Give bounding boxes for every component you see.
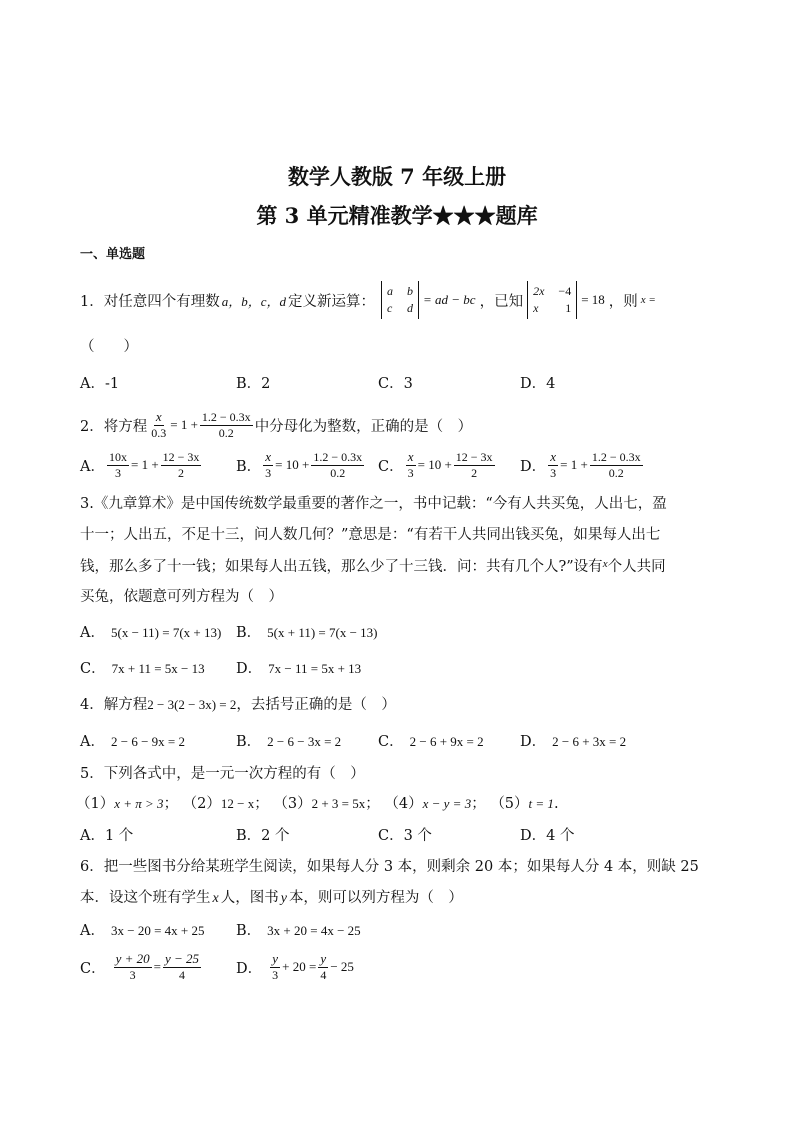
q4-option-c — [378, 735, 484, 750]
q6-line1: 6．把一些图书分给某班学生阅读，如果每人分 3 本，则剩余 20 本；如果每人分 4 本，则缺 25 — [80, 859, 699, 875]
q1-option-a: A．-1 — [80, 376, 120, 392]
q4-d-label: D． — [520, 734, 547, 750]
q6-d-frac1: $\frac{y}{3}$ — [272, 951, 279, 983]
q6-d-label: D． — [236, 960, 263, 977]
q2-a-mid: = 1 + — [130, 457, 159, 472]
q6-line2-a: 本．设这个班有学生 — [80, 890, 211, 906]
q3-a-expr: 5(x − 11) = 7(x + 13) — [110, 625, 222, 640]
q3-line3 — [80, 559, 666, 575]
q2-option-d-label: D． — [520, 458, 547, 475]
q2-option-b — [236, 448, 366, 482]
q5-item4-label: （4） — [384, 796, 423, 812]
q6-var-x: x — [212, 891, 219, 906]
q2-mid: = 1 + — [170, 417, 198, 432]
q4-text-b: ，去括号正确的是（ ） — [236, 697, 396, 713]
q6-a-expr: 3x − 20 = 4x + 25 — [110, 923, 205, 938]
q1-text-c: ，已知 — [479, 293, 524, 310]
q3-option-c — [80, 662, 205, 677]
det1-a: a — [387, 283, 394, 298]
q5-option-b: B．2 个 — [236, 828, 290, 844]
q2-c-frac1: $\frac{x}{3}$ — [407, 449, 414, 481]
q5-item4-expr: x − y = 3 — [422, 796, 472, 811]
q3-line1: 3.《九章算术》是中国传统数学最重要的著作之一，书中记载：“今有人共买兔，人出七，盈 — [80, 496, 667, 512]
q4-b-expr: 2 − 6 − 3x = 2 — [267, 734, 342, 749]
q1-vars: a，b，c，d — [221, 293, 287, 309]
q6-c-label: C． — [80, 960, 106, 977]
q6-a-label: A． — [80, 923, 105, 939]
det2-b: −4 — [558, 283, 572, 298]
q4-c-label: C． — [378, 734, 404, 750]
q2-c-mid: = 10 + — [417, 457, 452, 472]
det1-c: c — [387, 301, 393, 315]
page-title: 数学人教版 7 年级上册 — [287, 164, 507, 189]
q6-c-frac2: $\frac{y - 25}{4}$ — [165, 951, 200, 983]
q6-line2-c: 本，则可以列方程为（ ） — [288, 890, 463, 906]
q1-eq2: = 18 — [581, 292, 605, 307]
q6-option-a — [80, 924, 204, 939]
q6-line2 — [80, 891, 463, 906]
det2-c: x — [533, 301, 539, 315]
q1-eq1: = ad − bc — [423, 292, 476, 307]
q2-option-b-label: B． — [236, 458, 262, 475]
q3-d-label: D． — [236, 661, 263, 677]
q5-item5-label: （5） — [490, 796, 529, 812]
q6-option-b — [236, 924, 361, 939]
question-2 — [80, 408, 472, 442]
page-subtitle: 第 3 单元精准教学★★★题库 — [256, 203, 538, 228]
q2-d-frac1: $\frac{x}{3}$ — [550, 449, 557, 481]
q2-option-a-label: A． — [80, 458, 105, 475]
q1-text-d: ，则 — [608, 293, 638, 310]
q4-a-expr: 2 − 6 − 9x = 2 — [110, 734, 185, 749]
q5-item1-expr: x + π > 3 — [114, 796, 164, 811]
q5-item5-expr: t = 1 — [528, 796, 554, 811]
q2-d-frac2: $\frac{1.2 - 0.3x}{0.2}$ — [591, 449, 641, 480]
q3-d-expr: 7x − 11 = 5x + 13 — [268, 661, 362, 676]
q5-item4-sep: ； — [471, 796, 486, 812]
q3-c-expr: 7x + 11 = 5x − 13 — [111, 661, 205, 676]
q3-option-a — [80, 626, 221, 641]
q3-line2: 十一；人出五，不足十三，问人数几何？”意思是：“有若干人共同出钱买兔，如果每人出七 — [80, 527, 661, 543]
q5-item5-sep: . — [553, 796, 559, 812]
q3-a-label: A． — [80, 625, 105, 641]
q1-answer-paren: （ ） — [80, 339, 138, 355]
q2-d-mid: = 1 + — [560, 457, 588, 472]
q4-text-a: 4．解方程 — [80, 697, 148, 713]
q3-c-label: C． — [80, 661, 106, 677]
q5-item1-sep: ； — [163, 796, 179, 812]
q6-b-label: B． — [236, 923, 262, 939]
q5-option-c: C．3 个 — [378, 828, 432, 844]
q6-d-frac2: $\frac{y}{4}$ — [320, 951, 327, 983]
q5-item2-expr: 12 − x — [220, 796, 255, 811]
q2-rhs-fraction: $\frac{1.2 - 0.3x}{0.2}$ — [201, 409, 251, 440]
q6-c-mid: = — [153, 959, 161, 974]
question-5: 5．下列各式中，是一元一次方程的有（ ） — [80, 766, 365, 782]
q2-a-frac1: $\frac{10x}{3}$ — [108, 449, 127, 480]
q3-line3-end: 个人共同 — [607, 559, 666, 575]
q3-line3-text: 钱，那么多了十一钱；如果每人出五钱，那么少了十三钱．问：共有几个人?”设有 — [80, 559, 603, 575]
q2-option-a — [80, 448, 203, 482]
q1-text-a: 1．对任意四个有理数 — [80, 293, 220, 310]
q6-d-mid2: − 25 — [330, 959, 354, 974]
q4-option-b — [236, 735, 341, 750]
q2-text-a: 2．将方程 — [80, 418, 148, 435]
q2-option-d — [520, 448, 645, 482]
q3-line4: 买兔，依题意可列方程为（ ） — [80, 589, 283, 605]
q5-item1-label: （1） — [76, 796, 115, 812]
q1-x-eq: x = — [640, 294, 656, 306]
q4-option-a — [80, 735, 185, 750]
q6-line2-b: 人，图书 — [220, 890, 279, 906]
det1-d: d — [407, 301, 414, 315]
q2-option-c-label: C． — [378, 458, 404, 475]
q4-equation: 2 − 3(2 − 3x) = 2 — [147, 697, 237, 712]
q4-c-expr: 2 − 6 + 9x = 2 — [409, 734, 484, 749]
q1-option-c: C．3 — [378, 376, 413, 392]
q2-lhs-fraction: $\frac{x}{0.3}$ — [151, 409, 167, 441]
q5-item3-sep: ； — [365, 796, 380, 812]
q6-c-frac1: $\frac{y + 20}{3}$ — [115, 951, 150, 983]
q6-var-y: y — [280, 891, 287, 906]
q4-a-label: A． — [80, 734, 105, 750]
q6-option-c — [80, 950, 203, 984]
q2-a-frac2: $\frac{12 - 3x}{2}$ — [162, 449, 200, 480]
q1-option-b: B．2 — [236, 376, 271, 392]
question-1 — [80, 280, 656, 320]
q2-text-b: 中分母化为整数，正确的是（ ） — [254, 418, 473, 435]
q3-option-b — [236, 626, 378, 641]
q2-b-mid: = 10 + — [275, 457, 310, 472]
q5-item2-sep: ； — [254, 796, 269, 812]
q4-d-expr: 2 − 6 + 3x = 2 — [552, 734, 627, 749]
q6-option-d — [236, 950, 354, 984]
q4-option-d — [520, 735, 626, 750]
q3-b-label: B． — [236, 625, 262, 641]
question-4 — [80, 698, 396, 713]
q5-item3-expr: 2 + 3 = 5x — [311, 796, 366, 811]
q5-item3-label: （3） — [273, 796, 312, 812]
q2-c-frac2: $\frac{12 - 3x}{2}$ — [455, 449, 493, 480]
q3-option-d — [236, 662, 361, 677]
q6-d-mid1: + 20 = — [282, 959, 317, 974]
q2-b-frac1: $\frac{x}{3}$ — [265, 449, 272, 481]
section-heading: 一、单选题 — [80, 247, 146, 262]
q1-text-b: 定义新运算： — [288, 293, 376, 310]
det2-a: 2x — [533, 283, 545, 298]
det1-b: b — [407, 283, 414, 298]
q6-b-expr: 3x + 20 = 4x − 25 — [267, 923, 361, 938]
q5-option-a: A．1 个 — [80, 828, 134, 844]
q3-line3-var: x — [602, 558, 608, 570]
q3-b-expr: 5(x + 11) = 7(x − 13) — [267, 625, 378, 640]
q1-option-d: D．4 — [520, 376, 556, 392]
q2-b-frac2: $\frac{1.2 - 0.3x}{0.2}$ — [313, 449, 363, 480]
q1-determinant-1 — [381, 281, 419, 320]
q5-option-d: D．4 个 — [520, 828, 575, 844]
q4-b-label: B． — [236, 734, 262, 750]
det2-d: 1 — [565, 301, 572, 315]
q5-items — [76, 797, 559, 812]
q1-determinant-2 — [527, 281, 577, 320]
q5-item2-label: （2） — [182, 796, 221, 812]
q2-option-c — [378, 448, 497, 482]
